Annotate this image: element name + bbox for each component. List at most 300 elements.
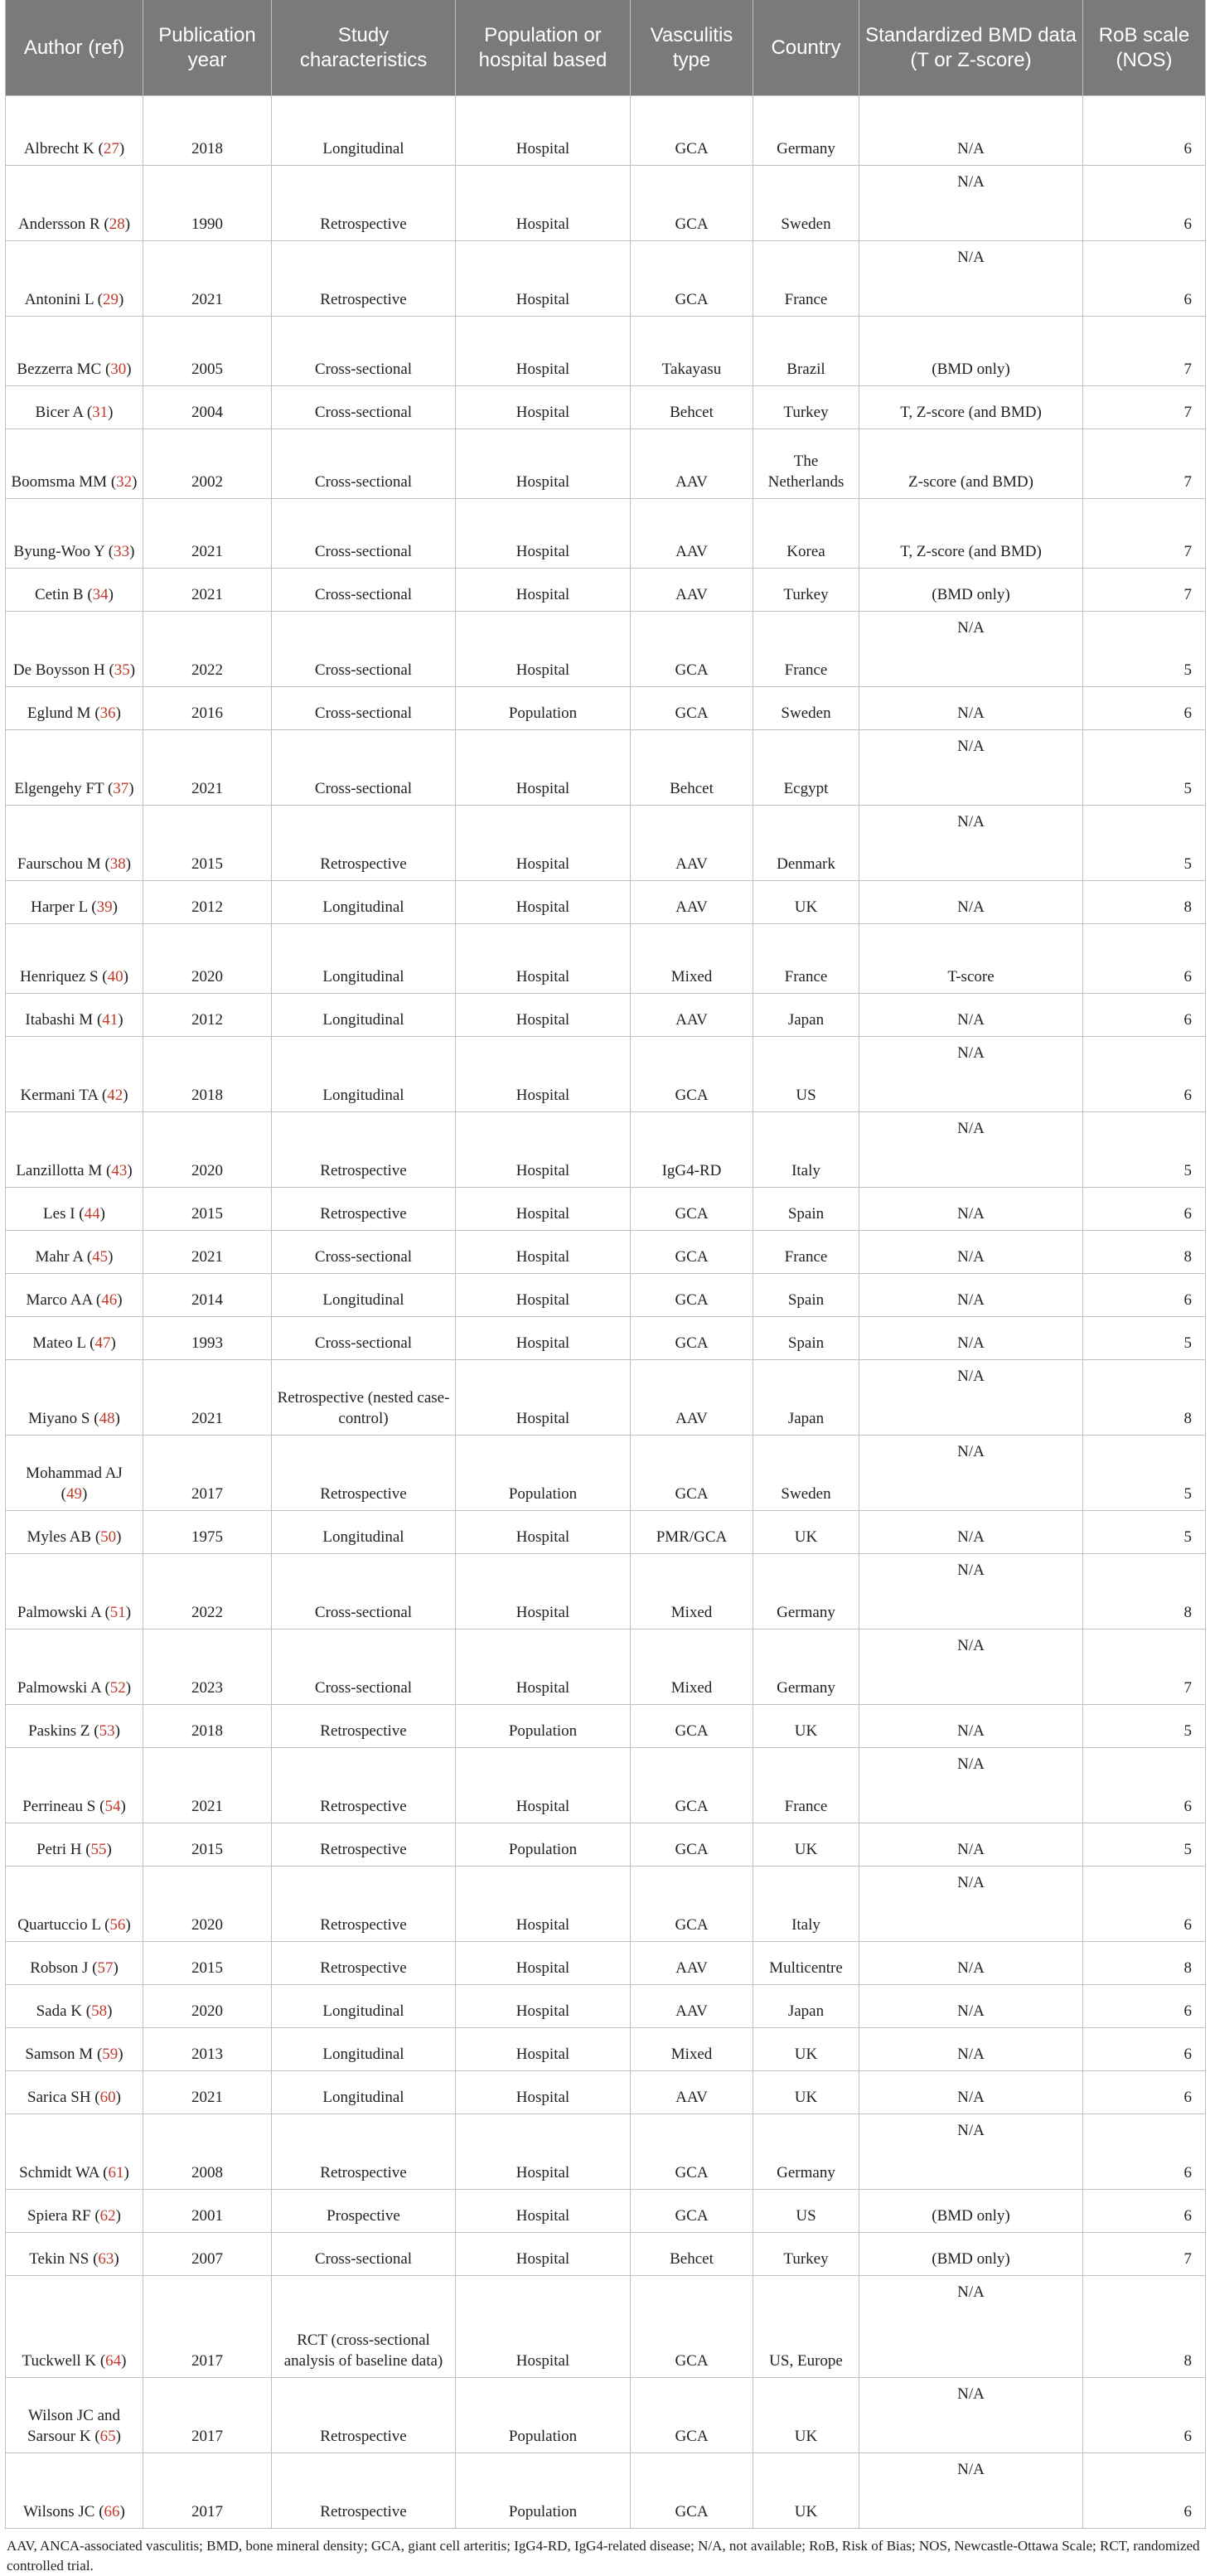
reference-link[interactable]: 65 <box>99 2428 116 2445</box>
study-characteristics-cell: Retrospective <box>272 1823 456 1867</box>
table-row <box>6 1188 1206 1231</box>
rob-cell: 6 <box>1083 1037 1206 1112</box>
year-cell: 2022 <box>143 1554 272 1629</box>
reference-link[interactable]: 27 <box>103 140 119 157</box>
table-row <box>6 2190 1206 2233</box>
reference-link[interactable]: 55 <box>90 1841 107 1858</box>
author-name: Bezzerra MC <box>17 361 102 378</box>
author-cell: Mohammad AJ (49) <box>6 1436 143 1511</box>
reference-link[interactable]: 40 <box>107 968 123 985</box>
rob-cell: 7 <box>1083 2233 1206 2276</box>
study-characteristics-cell: Retrospective <box>272 1942 456 1985</box>
author-cell: Kermani TA (42) <box>6 1037 143 1112</box>
year-cell: 2021 <box>143 730 272 806</box>
reference-link[interactable]: 46 <box>101 1291 118 1309</box>
table-row <box>6 1231 1206 1274</box>
author-name: Robson J <box>30 1959 89 1977</box>
vasculitis-type-cell: Mixed <box>631 1629 753 1705</box>
reference-link[interactable]: 62 <box>99 2207 116 2225</box>
setting-cell: Hospital <box>456 317 631 386</box>
rob-cell: 8 <box>1083 1554 1206 1629</box>
rob-cell: 5 <box>1083 730 1206 806</box>
year-cell: 2021 <box>143 569 272 612</box>
table-row <box>6 386 1206 429</box>
country-cell: France <box>753 924 859 994</box>
reference-link[interactable]: 61 <box>108 2164 124 2181</box>
country-cell: UK <box>753 2453 859 2529</box>
vasculitis-type-cell: PMR/GCA <box>631 1511 753 1554</box>
rob-cell: 6 <box>1083 994 1206 1037</box>
author-name: Faurschou M <box>17 855 101 873</box>
vasculitis-type-cell: Behcet <box>631 2233 753 2276</box>
year-cell: 1990 <box>143 166 272 241</box>
country-cell: Brazil <box>753 317 859 386</box>
author-name: De Boysson H <box>12 661 105 679</box>
author-cell: Palmowski A (52) <box>6 1629 143 1705</box>
setting-cell: Hospital <box>456 2276 631 2378</box>
year-cell: 2017 <box>143 2276 272 2378</box>
rob-cell: 8 <box>1083 881 1206 924</box>
reference-link[interactable]: 31 <box>92 404 109 421</box>
table-row <box>6 806 1206 881</box>
study-characteristics-cell: Retrospective <box>272 806 456 881</box>
bmd-cell: N/A <box>859 612 1083 687</box>
year-cell: 1975 <box>143 1511 272 1554</box>
reference-link[interactable]: 56 <box>109 1916 126 1934</box>
author-name: Elgengehy FT <box>14 780 104 797</box>
setting-cell: Hospital <box>456 2190 631 2233</box>
reference-link[interactable]: 53 <box>99 1722 115 1740</box>
bmd-cell: N/A <box>859 2378 1083 2453</box>
author-cell: Petri H (55) <box>6 1823 143 1867</box>
setting-cell: Hospital <box>456 1985 631 2028</box>
author-cell: Mateo L (47) <box>6 1317 143 1360</box>
setting-cell: Hospital <box>456 2028 631 2071</box>
reference-link[interactable]: 36 <box>99 705 116 722</box>
bmd-cell: N/A <box>859 1231 1083 1274</box>
setting-cell: Hospital <box>456 1511 631 1554</box>
study-characteristics-cell: Cross-sectional <box>272 2233 456 2276</box>
author-name: Sada K <box>36 2002 82 2020</box>
study-characteristics-cell: Longitudinal <box>272 1985 456 2028</box>
setting-cell: Hospital <box>456 1231 631 1274</box>
country-cell: Sweden <box>753 1436 859 1511</box>
year-cell: 2015 <box>143 806 272 881</box>
country-cell: UK <box>753 1511 859 1554</box>
bmd-cell: N/A <box>859 730 1083 806</box>
author-cell: Sada K (58) <box>6 1985 143 2028</box>
vasculitis-type-cell: GCA <box>631 1188 753 1231</box>
rob-cell: 7 <box>1083 386 1206 429</box>
setting-cell: Hospital <box>456 569 631 612</box>
vasculitis-type-cell: GCA <box>631 96 753 166</box>
year-cell: 2012 <box>143 881 272 924</box>
setting-cell: Hospital <box>456 730 631 806</box>
bmd-cell: N/A <box>859 166 1083 241</box>
reference-link[interactable]: 45 <box>92 1248 109 1266</box>
setting-cell: Hospital <box>456 429 631 499</box>
bmd-cell: N/A <box>859 994 1083 1037</box>
reference-link[interactable]: 29 <box>102 291 119 308</box>
setting-cell: Hospital <box>456 1112 631 1188</box>
reference-link[interactable]: 52 <box>109 1679 126 1697</box>
table-row <box>6 881 1206 924</box>
rob-cell: 6 <box>1083 1867 1206 1942</box>
country-cell: Germany <box>753 96 859 166</box>
country-cell: France <box>753 1748 859 1823</box>
reference-link[interactable]: 54 <box>104 1798 121 1815</box>
table-row <box>6 1942 1206 1985</box>
country-cell: France <box>753 1231 859 1274</box>
rob-cell: 6 <box>1083 166 1206 241</box>
author-cell: Antonini L (29) <box>6 241 143 317</box>
author-name: Boomsma MM <box>11 473 108 491</box>
author-cell: Myles AB (50) <box>6 1511 143 1554</box>
bmd-cell: N/A <box>859 1188 1083 1231</box>
table-row <box>6 1511 1206 1554</box>
reference-link[interactable]: 33 <box>114 543 130 560</box>
reference-link[interactable]: 51 <box>109 1604 126 1621</box>
author-cell: Robson J (57) <box>6 1942 143 1985</box>
study-characteristics-cell: Cross-sectional <box>272 1317 456 1360</box>
table-row <box>6 1823 1206 1867</box>
year-cell: 2018 <box>143 1705 272 1748</box>
vasculitis-type-cell: GCA <box>631 2190 753 2233</box>
author-cell: Harper L (39) <box>6 881 143 924</box>
bmd-cell: N/A <box>859 2114 1083 2190</box>
country-cell: Sweden <box>753 166 859 241</box>
reference-link[interactable]: 39 <box>96 898 113 916</box>
reference-link[interactable]: 43 <box>111 1162 128 1179</box>
author-cell: Mahr A (45) <box>6 1231 143 1274</box>
author-name: Henriquez S <box>20 968 99 985</box>
rob-cell: 7 <box>1083 1629 1206 1705</box>
reference-link[interactable]: 38 <box>109 855 126 873</box>
setting-cell: Hospital <box>456 1037 631 1112</box>
table-row <box>6 1274 1206 1317</box>
table-row <box>6 1554 1206 1629</box>
table-row <box>6 612 1206 687</box>
author-cell: Wilsons JC (66) <box>6 2453 143 2529</box>
year-cell: 2012 <box>143 994 272 1037</box>
rob-cell: 7 <box>1083 429 1206 499</box>
author-name: Itabashi M <box>25 1011 94 1029</box>
vasculitis-type-cell: GCA <box>631 1823 753 1867</box>
bmd-cell: (BMD only) <box>859 2190 1083 2233</box>
country-cell: UK <box>753 1705 859 1748</box>
setting-cell: Hospital <box>456 1360 631 1436</box>
vasculitis-type-cell: GCA <box>631 2378 753 2453</box>
country-cell: Italy <box>753 1112 859 1188</box>
author-cell: Miyano S (48) <box>6 1360 143 1436</box>
vasculitis-type-cell: AAV <box>631 429 753 499</box>
author-cell: Tekin NS (63) <box>6 2233 143 2276</box>
year-cell: 2021 <box>143 1748 272 1823</box>
table-row <box>6 730 1206 806</box>
author-name: Myles AB <box>27 1528 92 1546</box>
vasculitis-type-cell: IgG4-RD <box>631 1112 753 1188</box>
rob-cell: 5 <box>1083 1317 1206 1360</box>
author-name: Cetin B <box>35 586 84 603</box>
study-characteristics-cell: Retrospective <box>272 1867 456 1942</box>
study-characteristics-cell: Retrospective <box>272 1436 456 1511</box>
author-name: Antonini L <box>24 291 94 308</box>
vasculitis-type-cell: Behcet <box>631 386 753 429</box>
country-cell: Italy <box>753 1867 859 1942</box>
table-row <box>6 96 1206 166</box>
bmd-cell: N/A <box>859 1037 1083 1112</box>
vasculitis-type-cell: GCA <box>631 241 753 317</box>
header-country: Country <box>753 0 859 96</box>
rob-cell: 8 <box>1083 2276 1206 2378</box>
country-cell: Germany <box>753 2114 859 2190</box>
author-cell: Bezzerra MC (30) <box>6 317 143 386</box>
author-name: Les I <box>43 1205 75 1223</box>
country-cell: The Netherlands <box>753 429 859 499</box>
author-name: Harper L <box>31 898 88 916</box>
table-row <box>6 2378 1206 2453</box>
table-row <box>6 2276 1206 2378</box>
bmd-cell: N/A <box>859 1360 1083 1436</box>
year-cell: 2014 <box>143 1274 272 1317</box>
rob-cell: 6 <box>1083 2071 1206 2114</box>
table-row <box>6 1037 1206 1112</box>
bmd-cell: N/A <box>859 1629 1083 1705</box>
study-characteristics-cell: Cross-sectional <box>272 1554 456 1629</box>
study-characteristics-cell: Cross-sectional <box>272 612 456 687</box>
setting-cell: Hospital <box>456 924 631 994</box>
vasculitis-type-cell: GCA <box>631 1274 753 1317</box>
rob-cell: 7 <box>1083 499 1206 569</box>
year-cell: 2021 <box>143 1360 272 1436</box>
author-cell: Lanzillotta M (43) <box>6 1112 143 1188</box>
setting-cell: Hospital <box>456 386 631 429</box>
setting-cell: Population <box>456 1436 631 1511</box>
author-name: Palmowski A <box>17 1679 101 1697</box>
rob-cell: 8 <box>1083 1231 1206 1274</box>
study-characteristics-cell: Prospective <box>272 2190 456 2233</box>
header-standardized-bmd: Standardized BMD data (T or Z-score) <box>859 0 1083 96</box>
setting-cell: Hospital <box>456 1867 631 1942</box>
author-name: Wilsons JC <box>23 2503 95 2520</box>
rob-cell: 6 <box>1083 2114 1206 2190</box>
year-cell: 2017 <box>143 2378 272 2453</box>
year-cell: 2022 <box>143 612 272 687</box>
vasculitis-type-cell: GCA <box>631 1317 753 1360</box>
reference-link[interactable]: 44 <box>84 1205 100 1223</box>
country-cell: Sweden <box>753 687 859 730</box>
reference-link[interactable]: 60 <box>99 2089 116 2106</box>
country-cell: Multicentre <box>753 1942 859 1985</box>
reference-link[interactable]: 63 <box>98 2250 114 2268</box>
author-cell: Tuckwell K (64) <box>6 2276 143 2378</box>
study-characteristics-cell: Cross-sectional <box>272 429 456 499</box>
study-characteristics-cell: Longitudinal <box>272 2028 456 2071</box>
author-name: Wilson JC and Sarsour K <box>27 2407 121 2445</box>
setting-cell: Hospital <box>456 1629 631 1705</box>
setting-cell: Hospital <box>456 2071 631 2114</box>
bmd-cell: N/A <box>859 2071 1083 2114</box>
setting-cell: Population <box>456 1823 631 1867</box>
year-cell: 2015 <box>143 1942 272 1985</box>
rob-cell: 6 <box>1083 96 1206 166</box>
reference-link[interactable]: 28 <box>109 215 125 233</box>
author-name: Schmidt WA <box>19 2164 99 2181</box>
reference-link[interactable]: 34 <box>92 586 109 603</box>
year-cell: 2018 <box>143 96 272 166</box>
bmd-cell: N/A <box>859 1985 1083 2028</box>
table-footnote: AAV, ANCA-associated vasculitis; BMD, bone mineral density; GCA, giant cell arteritis; IgG4-RD, IgG4-related disease; N/A, not available; RoB, Risk of Bias; NOS, Newcastle-Ottawa Scale; RCT, randomized controlled trial. <box>7 2538 1200 2574</box>
setting-cell: Hospital <box>456 166 631 241</box>
bmd-cell: N/A <box>859 1867 1083 1942</box>
country-cell: France <box>753 612 859 687</box>
reference-link[interactable]: 48 <box>99 1410 115 1427</box>
table-row <box>6 994 1206 1037</box>
study-characteristics-cell: Longitudinal <box>272 924 456 994</box>
rob-cell: 6 <box>1083 1274 1206 1317</box>
author-cell: Quartuccio L (56) <box>6 1867 143 1942</box>
study-characteristics-cell: Retrospective <box>272 1748 456 1823</box>
country-cell: US <box>753 1037 859 1112</box>
table-header <box>6 0 1206 96</box>
study-characteristics-cell: Cross-sectional <box>272 317 456 386</box>
vasculitis-type-cell: GCA <box>631 1705 753 1748</box>
country-cell: Germany <box>753 1554 859 1629</box>
rob-cell: 6 <box>1083 1985 1206 2028</box>
study-characteristics-cell: Cross-sectional <box>272 730 456 806</box>
reference-link[interactable]: 42 <box>107 1087 123 1104</box>
reference-link[interactable]: 57 <box>97 1959 114 1977</box>
vasculitis-type-cell: AAV <box>631 1985 753 2028</box>
rob-cell: 5 <box>1083 1705 1206 1748</box>
author-cell: De Boysson H (35) <box>6 612 143 687</box>
header-rob-scale: RoB scale (NOS) <box>1083 0 1206 96</box>
table-row <box>6 1985 1206 2028</box>
author-cell: Byung-Woo Y (33) <box>6 499 143 569</box>
author-name: Sarica SH <box>27 2089 91 2106</box>
author-cell: Andersson R (28) <box>6 166 143 241</box>
study-characteristics-cell: Retrospective <box>272 1188 456 1231</box>
header-author: Author (ref) <box>6 0 143 96</box>
author-name: Byung-Woo Y <box>13 543 105 560</box>
rob-cell: 5 <box>1083 612 1206 687</box>
author-name: Tuckwell K <box>22 2352 97 2370</box>
author-cell: Wilson JC and Sarsour K (65) <box>6 2378 143 2453</box>
table-body <box>6 96 1206 2529</box>
author-cell: Perrineau S (54) <box>6 1748 143 1823</box>
country-cell: Turkey <box>753 386 859 429</box>
author-name: Quartuccio L <box>17 1916 101 1934</box>
study-characteristics-cell: Longitudinal <box>272 881 456 924</box>
setting-cell: Hospital <box>456 2233 631 2276</box>
bmd-cell: N/A <box>859 1942 1083 1985</box>
study-characteristics-cell: Cross-sectional <box>272 1231 456 1274</box>
reference-link[interactable]: 49 <box>66 1485 82 1503</box>
bmd-cell: Z-score (and BMD) <box>859 429 1083 499</box>
setting-cell: Hospital <box>456 1942 631 1985</box>
vasculitis-type-cell: AAV <box>631 806 753 881</box>
year-cell: 2015 <box>143 1188 272 1231</box>
vasculitis-type-cell: GCA <box>631 1748 753 1823</box>
rob-cell: 7 <box>1083 569 1206 612</box>
rob-cell: 5 <box>1083 1112 1206 1188</box>
bmd-cell: N/A <box>859 1274 1083 1317</box>
author-name: Mateo L <box>32 1334 86 1352</box>
reference-link[interactable]: 32 <box>116 473 133 491</box>
study-characteristics-cell: Cross-sectional <box>272 687 456 730</box>
vasculitis-type-cell: GCA <box>631 1436 753 1511</box>
reference-link[interactable]: 35 <box>114 661 130 679</box>
vasculitis-type-cell: AAV <box>631 499 753 569</box>
vasculitis-type-cell: GCA <box>631 1867 753 1942</box>
country-cell: Turkey <box>753 2233 859 2276</box>
reference-link[interactable]: 50 <box>100 1528 117 1546</box>
table-row <box>6 499 1206 569</box>
reference-link[interactable]: 47 <box>94 1334 111 1352</box>
reference-link[interactable]: 37 <box>113 780 129 797</box>
country-cell: Spain <box>753 1188 859 1231</box>
bmd-cell: N/A <box>859 1554 1083 1629</box>
study-characteristics-cell: Retrospective <box>272 2114 456 2190</box>
year-cell: 2021 <box>143 2071 272 2114</box>
rob-cell: 7 <box>1083 317 1206 386</box>
reference-link[interactable]: 59 <box>102 2046 119 2063</box>
table-row <box>6 2114 1206 2190</box>
author-cell: Les I (44) <box>6 1188 143 1231</box>
year-cell: 2017 <box>143 2453 272 2529</box>
rob-cell: 5 <box>1083 1436 1206 1511</box>
bmd-cell: N/A <box>859 1823 1083 1867</box>
study-characteristics-cell: Retrospective <box>272 1112 456 1188</box>
study-characteristics-cell: Longitudinal <box>272 1037 456 1112</box>
year-cell: 2005 <box>143 317 272 386</box>
bmd-cell: (BMD only) <box>859 2233 1083 2276</box>
bmd-cell: N/A <box>859 2453 1083 2529</box>
year-cell: 2020 <box>143 1867 272 1942</box>
setting-cell: Population <box>456 2378 631 2453</box>
table-row <box>6 2233 1206 2276</box>
table-row <box>6 569 1206 612</box>
table-row <box>6 1629 1206 1705</box>
country-cell: Spain <box>753 1274 859 1317</box>
rob-cell: 6 <box>1083 1748 1206 1823</box>
header-population-or-hospital: Population or hospital based <box>456 0 631 96</box>
author-cell: Schmidt WA (61) <box>6 2114 143 2190</box>
reference-link[interactable]: 58 <box>91 2002 108 2020</box>
vasculitis-type-cell: AAV <box>631 1942 753 1985</box>
author-name: Mahr A <box>35 1248 84 1266</box>
author-cell: Sarica SH (60) <box>6 2071 143 2114</box>
vasculitis-type-cell: AAV <box>631 2071 753 2114</box>
reference-link[interactable]: 41 <box>102 1011 119 1029</box>
year-cell: 2002 <box>143 429 272 499</box>
reference-link[interactable]: 66 <box>104 2503 120 2520</box>
reference-link[interactable]: 30 <box>110 361 127 378</box>
vasculitis-type-cell: GCA <box>631 2453 753 2529</box>
bmd-cell: T, Z-score (and BMD) <box>859 386 1083 429</box>
author-cell: Samson M (59) <box>6 2028 143 2071</box>
year-cell: 2021 <box>143 1231 272 1274</box>
vasculitis-type-cell: Mixed <box>631 1554 753 1629</box>
country-cell: Germany <box>753 1629 859 1705</box>
table-row <box>6 1317 1206 1360</box>
table-row <box>6 241 1206 317</box>
rob-cell: 6 <box>1083 924 1206 994</box>
rob-cell: 6 <box>1083 241 1206 317</box>
reference-link[interactable]: 64 <box>105 2352 122 2370</box>
bmd-cell: N/A <box>859 687 1083 730</box>
author-cell: Faurschou M (38) <box>6 806 143 881</box>
